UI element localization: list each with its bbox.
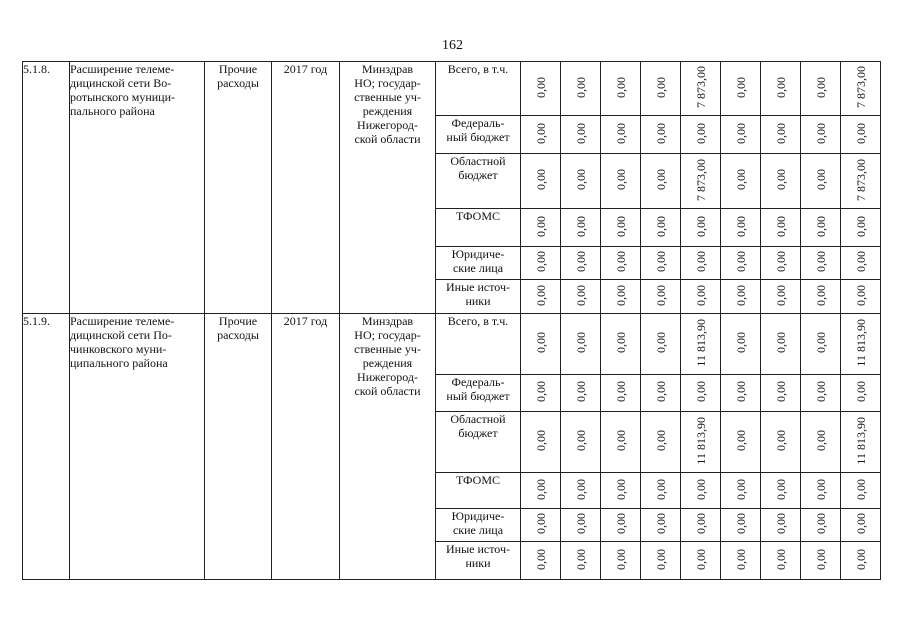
budget-table	[22, 61, 881, 580]
amount-cell	[681, 509, 721, 542]
amount-value: 0,00	[533, 76, 548, 98]
funding-source-label: Юридиче- ские лица	[436, 247, 521, 280]
amount-value: 0,00	[573, 251, 588, 272]
amount-cell	[521, 509, 561, 542]
amount-cell	[721, 116, 761, 154]
amount-cell	[561, 509, 601, 542]
amount-value: 0,00	[853, 215, 868, 237]
amount-value: 0,00	[613, 215, 628, 237]
amount-value: 0,00	[653, 430, 668, 451]
amount-cell	[641, 62, 681, 116]
amount-value: 0,00	[533, 251, 548, 272]
funding-source-label: Областной бюджет	[436, 412, 521, 473]
amount-cell	[721, 247, 761, 280]
amount-cell	[841, 314, 881, 375]
amount-cell	[601, 247, 641, 280]
responsible-organization: Минздрав НО; государ- ственные уч- реждения Нижегород- ской области	[340, 314, 436, 580]
amount-cell	[641, 280, 681, 314]
funding-source-label: Федераль- ный бюджет	[436, 375, 521, 412]
amount-cell	[761, 314, 801, 375]
amount-value: 0,00	[693, 215, 708, 237]
amount-value: 0,00	[773, 284, 788, 306]
amount-cell	[761, 116, 801, 154]
amount-value: 0,00	[733, 513, 748, 534]
amount-value: 0,00	[573, 122, 588, 144]
amount-value: 0,00	[813, 122, 828, 144]
amount-cell	[681, 314, 721, 375]
amount-cell	[761, 209, 801, 247]
amount-value: 0,00	[733, 122, 748, 144]
amount-value: 0,00	[693, 478, 708, 500]
expense-type: Прочие расходы	[205, 314, 272, 580]
amount-value: 0,00	[853, 478, 868, 500]
amount-value: 0,00	[613, 332, 628, 353]
amount-value: 0,00	[533, 284, 548, 306]
amount-value: 0,00	[653, 169, 668, 190]
amount-cell	[841, 473, 881, 509]
amount-cell	[561, 314, 601, 375]
amount-value: 0,00	[533, 513, 548, 534]
amount-cell	[521, 62, 561, 116]
amount-value: 0,00	[693, 381, 708, 402]
amount-cell	[641, 247, 681, 280]
funding-source-label: ТФОМС	[436, 473, 521, 509]
amount-value: 0,00	[573, 548, 588, 570]
amount-value: 0,00	[653, 251, 668, 272]
amount-cell	[601, 209, 641, 247]
amount-cell	[601, 116, 641, 154]
amount-cell	[601, 542, 641, 580]
amount-value: 0,00	[853, 122, 868, 144]
amount-value: 0,00	[653, 332, 668, 353]
amount-value: 0,00	[773, 381, 788, 402]
amount-cell	[801, 209, 841, 247]
amount-value: 0,00	[813, 430, 828, 451]
amount-cell	[681, 209, 721, 247]
amount-value: 0,00	[573, 284, 588, 306]
amount-cell	[561, 473, 601, 509]
expense-type: Прочие расходы	[205, 62, 272, 314]
amount-cell	[601, 154, 641, 209]
amount-value: 0,00	[573, 76, 588, 98]
amount-value: 7 873,00	[853, 66, 868, 108]
amount-value: 0,00	[573, 215, 588, 237]
amount-value: 0,00	[733, 430, 748, 451]
amount-cell	[801, 62, 841, 116]
amount-cell	[601, 375, 641, 412]
amount-value: 0,00	[533, 430, 548, 451]
amount-value: 0,00	[853, 513, 868, 534]
amount-cell	[801, 314, 841, 375]
implementation-year: 2017 год	[272, 314, 340, 580]
amount-value: 0,00	[693, 513, 708, 534]
amount-value: 0,00	[813, 513, 828, 534]
amount-cell	[841, 375, 881, 412]
amount-cell	[601, 473, 641, 509]
funding-source-label: Областной бюджет	[436, 154, 521, 209]
amount-cell	[561, 116, 601, 154]
amount-value: 0,00	[813, 251, 828, 272]
amount-cell	[841, 542, 881, 580]
amount-cell	[721, 412, 761, 473]
amount-value: 0,00	[613, 122, 628, 144]
amount-value: 0,00	[733, 76, 748, 98]
amount-value: 0,00	[813, 215, 828, 237]
funding-source-label: Федераль- ный бюджет	[436, 116, 521, 154]
amount-cell	[521, 542, 561, 580]
amount-value: 0,00	[813, 169, 828, 190]
amount-value: 0,00	[613, 169, 628, 190]
amount-cell	[641, 542, 681, 580]
table-row	[23, 314, 881, 375]
amount-value: 0,00	[573, 513, 588, 534]
amount-cell	[761, 62, 801, 116]
amount-value: 0,00	[653, 284, 668, 306]
amount-cell	[841, 247, 881, 280]
amount-value: 0,00	[773, 215, 788, 237]
amount-cell	[641, 209, 681, 247]
amount-value: 0,00	[613, 284, 628, 306]
amount-value: 11 813,90	[853, 318, 868, 367]
amount-value: 0,00	[573, 478, 588, 500]
amount-cell	[761, 247, 801, 280]
funding-source-label: Юридиче- ские лица	[436, 509, 521, 542]
item-name: Расширение телеме- дицинской сети Во- ротынского муници- пального района	[70, 62, 205, 314]
funding-source-label: Иные источ- ники	[436, 280, 521, 314]
amount-cell	[841, 154, 881, 209]
amount-value: 0,00	[613, 548, 628, 570]
amount-cell	[801, 542, 841, 580]
amount-cell	[841, 209, 881, 247]
amount-cell	[641, 473, 681, 509]
amount-cell	[561, 247, 601, 280]
amount-value: 7 873,00	[693, 158, 708, 201]
amount-cell	[681, 247, 721, 280]
amount-value: 7 873,00	[853, 158, 868, 201]
responsible-organization: Минздрав НО; государ- ственные уч- реждения Нижегород- ской области	[340, 62, 436, 314]
amount-cell	[801, 412, 841, 473]
amount-value: 0,00	[573, 332, 588, 353]
amount-value: 0,00	[853, 381, 868, 402]
amount-cell	[721, 209, 761, 247]
amount-cell	[801, 375, 841, 412]
amount-value: 0,00	[853, 548, 868, 570]
amount-cell	[801, 247, 841, 280]
amount-value: 0,00	[813, 284, 828, 306]
amount-value: 0,00	[733, 215, 748, 237]
amount-cell	[681, 375, 721, 412]
amount-cell	[521, 473, 561, 509]
amount-cell	[721, 542, 761, 580]
amount-cell	[641, 314, 681, 375]
amount-cell	[761, 473, 801, 509]
item-code: 5.1.8.	[23, 62, 70, 314]
amount-value: 0,00	[653, 478, 668, 500]
amount-value: 0,00	[693, 284, 708, 306]
amount-value: 0,00	[653, 381, 668, 402]
amount-value: 0,00	[613, 251, 628, 272]
funding-source-label: Всего, в т.ч.	[436, 62, 521, 116]
amount-value: 0,00	[693, 548, 708, 570]
amount-value: 0,00	[573, 169, 588, 190]
amount-value: 0,00	[653, 215, 668, 237]
amount-value: 0,00	[533, 548, 548, 570]
amount-value: 0,00	[773, 332, 788, 353]
amount-value: 0,00	[733, 548, 748, 570]
amount-cell	[561, 412, 601, 473]
funding-source-label: Всего, в т.ч.	[436, 314, 521, 375]
amount-value: 0,00	[693, 251, 708, 272]
amount-cell	[841, 509, 881, 542]
amount-value: 0,00	[773, 76, 788, 98]
amount-value: 0,00	[653, 76, 668, 98]
amount-cell	[801, 509, 841, 542]
amount-value: 7 873,00	[693, 66, 708, 108]
amount-cell	[841, 280, 881, 314]
amount-value: 0,00	[533, 478, 548, 500]
amount-value: 0,00	[653, 122, 668, 144]
amount-cell	[681, 542, 721, 580]
amount-cell	[521, 247, 561, 280]
amount-cell	[681, 412, 721, 473]
amount-cell	[641, 116, 681, 154]
amount-cell	[801, 154, 841, 209]
amount-value: 0,00	[613, 513, 628, 534]
amount-value: 0,00	[693, 122, 708, 144]
amount-cell	[601, 314, 641, 375]
amount-value: 11 813,90	[693, 416, 708, 465]
amount-value: 0,00	[533, 381, 548, 402]
amount-cell	[721, 62, 761, 116]
table-row	[23, 62, 881, 116]
amount-cell	[681, 62, 721, 116]
amount-cell	[561, 375, 601, 412]
amount-value: 11 813,90	[853, 416, 868, 465]
amount-cell	[801, 280, 841, 314]
amount-cell	[641, 509, 681, 542]
amount-cell	[761, 154, 801, 209]
amount-cell	[721, 314, 761, 375]
amount-value: 0,00	[613, 381, 628, 402]
amount-value: 0,00	[533, 215, 548, 237]
funding-source-label: Иные источ- ники	[436, 542, 521, 580]
amount-value: 0,00	[813, 478, 828, 500]
amount-value: 0,00	[533, 332, 548, 353]
amount-cell	[561, 542, 601, 580]
amount-cell	[841, 412, 881, 473]
amount-value: 0,00	[533, 122, 548, 144]
amount-cell	[561, 154, 601, 209]
amount-value: 0,00	[813, 332, 828, 353]
amount-cell	[521, 154, 561, 209]
amount-value: 0,00	[733, 381, 748, 402]
amount-value: 0,00	[613, 76, 628, 98]
amount-value: 11 813,90	[693, 318, 708, 367]
amount-value: 0,00	[733, 478, 748, 500]
amount-cell	[561, 209, 601, 247]
amount-value: 0,00	[773, 478, 788, 500]
amount-cell	[721, 280, 761, 314]
amount-cell	[761, 375, 801, 412]
implementation-year: 2017 год	[272, 62, 340, 314]
amount-value: 0,00	[853, 284, 868, 306]
amount-value: 0,00	[733, 251, 748, 272]
amount-value: 0,00	[813, 381, 828, 402]
page-number: 162	[442, 38, 463, 53]
amount-value: 0,00	[773, 548, 788, 570]
amount-value: 0,00	[733, 284, 748, 306]
amount-cell	[561, 62, 601, 116]
amount-value: 0,00	[813, 76, 828, 98]
amount-value: 0,00	[773, 430, 788, 451]
item-code: 5.1.9.	[23, 314, 70, 580]
amount-value: 0,00	[613, 430, 628, 451]
amount-cell	[721, 154, 761, 209]
amount-cell	[681, 280, 721, 314]
amount-cell	[601, 412, 641, 473]
amount-cell	[801, 473, 841, 509]
amount-cell	[521, 375, 561, 412]
amount-value: 0,00	[653, 548, 668, 570]
amount-cell	[721, 473, 761, 509]
amount-value: 0,00	[653, 513, 668, 534]
amount-value: 0,00	[773, 169, 788, 190]
amount-cell	[601, 280, 641, 314]
amount-cell	[841, 62, 881, 116]
amount-cell	[641, 412, 681, 473]
amount-cell	[601, 509, 641, 542]
amount-cell	[841, 116, 881, 154]
amount-cell	[761, 509, 801, 542]
amount-cell	[721, 375, 761, 412]
amount-cell	[801, 116, 841, 154]
amount-cell	[641, 375, 681, 412]
amount-cell	[641, 154, 681, 209]
amount-value: 0,00	[773, 122, 788, 144]
item-name: Расширение телеме- дицинской сети По- чинковского муни- ципального района	[70, 314, 205, 580]
amount-cell	[681, 154, 721, 209]
amount-cell	[761, 542, 801, 580]
amount-cell	[681, 116, 721, 154]
amount-value: 0,00	[613, 478, 628, 500]
amount-value: 0,00	[533, 169, 548, 190]
amount-cell	[521, 314, 561, 375]
amount-cell	[601, 62, 641, 116]
amount-value: 0,00	[773, 251, 788, 272]
amount-cell	[521, 116, 561, 154]
funding-source-label: ТФОМС	[436, 209, 521, 247]
amount-cell	[721, 509, 761, 542]
amount-cell	[681, 473, 721, 509]
amount-value: 0,00	[773, 513, 788, 534]
amount-value: 0,00	[733, 169, 748, 190]
amount-cell	[521, 412, 561, 473]
amount-value: 0,00	[573, 430, 588, 451]
amount-cell	[561, 280, 601, 314]
amount-cell	[761, 280, 801, 314]
amount-cell	[761, 412, 801, 473]
amount-cell	[521, 280, 561, 314]
amount-value: 0,00	[573, 381, 588, 402]
amount-value: 0,00	[853, 251, 868, 272]
amount-cell	[521, 209, 561, 247]
amount-value: 0,00	[813, 548, 828, 570]
amount-value: 0,00	[733, 332, 748, 353]
